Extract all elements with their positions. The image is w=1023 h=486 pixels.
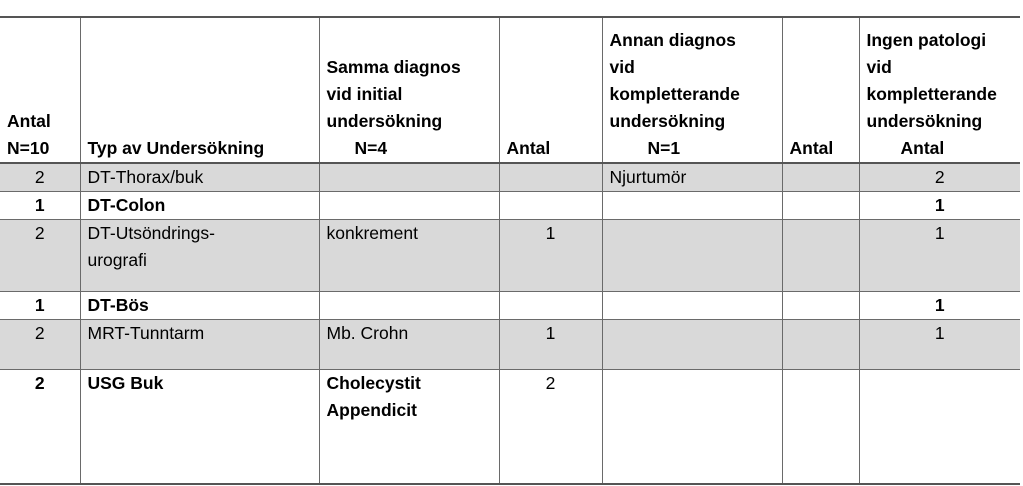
cell-typ: USG Buk [80, 370, 319, 484]
header-antal-3 [782, 17, 859, 163]
cell-typ: MRT-Tunntarm [80, 320, 319, 370]
cell-samma [319, 292, 499, 320]
table-row [0, 320, 1020, 370]
cell-antal-3 [782, 163, 859, 192]
header-n-total: N=10 [7, 138, 50, 158]
cell-samma: konkrement [319, 220, 499, 292]
cell-antal-2: 1 [499, 320, 602, 370]
cell-antal-2: 1 [499, 220, 602, 292]
cell-annan [602, 192, 782, 220]
header-antal-3-label: Antal [789, 138, 834, 158]
header-ingen-line2: vid [866, 57, 892, 77]
header-antal-2 [499, 17, 602, 163]
header-ingen-line3: kompletterande [866, 84, 997, 104]
cell-typ-line1: DT-Utsöndrings- [87, 223, 215, 243]
header-annan-line1: Annan diagnos [609, 30, 736, 50]
table-row [0, 370, 1020, 484]
header-ingen [859, 17, 1020, 163]
cell-samma [319, 163, 499, 192]
table-row [0, 220, 1020, 292]
header-row [0, 17, 1020, 163]
cell-antal-2 [499, 163, 602, 192]
header-antal-label: Antal [7, 111, 51, 131]
header-annan-line3: kompletterande [609, 84, 740, 104]
cell-samma [319, 192, 499, 220]
cell-typ-line2: urografi [87, 250, 147, 270]
cell-antal-3 [782, 370, 859, 484]
header-samma-n: N=4 [354, 138, 388, 158]
cell-annan [602, 292, 782, 320]
header-annan-line4: undersökning [609, 111, 726, 131]
header-annan-n: N=1 [647, 138, 681, 158]
cell-typ: DT-Thorax/buk [80, 163, 319, 192]
cell-ingen: 1 [859, 292, 1020, 320]
header-antal-total [0, 17, 80, 163]
header-samma-line1: Samma diagnos [326, 57, 461, 77]
header-typ-label: Typ av Undersökning [87, 138, 265, 158]
cell-ingen: 2 [859, 163, 1020, 192]
table-row [0, 163, 1020, 192]
cell-ingen [859, 370, 1020, 484]
cell-typ [80, 220, 319, 292]
header-annan [602, 17, 782, 163]
header-ingen-antal: Antal [900, 138, 945, 158]
results-table [0, 16, 1020, 485]
table-row [0, 292, 1020, 320]
header-samma [319, 17, 499, 163]
cell-ingen: 1 [859, 220, 1020, 292]
cell-antal-3 [782, 292, 859, 320]
cell-antal: 2 [0, 320, 80, 370]
cell-antal: 2 [0, 163, 80, 192]
header-samma-line3: undersökning [326, 111, 443, 131]
cell-antal-2: 2 [499, 370, 602, 484]
cell-annan [602, 220, 782, 292]
cell-ingen: 1 [859, 320, 1020, 370]
cell-annan: Njurtumör [602, 163, 782, 192]
header-ingen-line4: undersökning [866, 111, 983, 131]
cell-antal-2 [499, 192, 602, 220]
table-row [0, 192, 1020, 220]
cell-samma: Mb. Crohn [319, 320, 499, 370]
header-typ [80, 17, 319, 163]
cell-antal: 1 [0, 192, 80, 220]
cell-antal-3 [782, 220, 859, 292]
cell-typ: DT-Colon [80, 192, 319, 220]
cell-samma-line2: Appendicit [326, 400, 417, 420]
header-ingen-line1: Ingen patologi [866, 30, 987, 50]
cell-annan [602, 370, 782, 484]
cell-antal-3 [782, 320, 859, 370]
header-samma-line2: vid initial [326, 84, 403, 104]
cell-typ: DT-Bös [80, 292, 319, 320]
cell-antal-3 [782, 192, 859, 220]
header-annan-line2: vid [609, 57, 635, 77]
cell-samma [319, 370, 499, 484]
header-antal-2-label: Antal [506, 138, 551, 158]
cell-annan [602, 320, 782, 370]
cell-antal: 2 [0, 370, 80, 484]
cell-antal-2 [499, 292, 602, 320]
cell-samma-line1: Cholecystit [326, 373, 421, 393]
cell-ingen: 1 [859, 192, 1020, 220]
cell-antal: 1 [0, 292, 80, 320]
cell-antal: 2 [0, 220, 80, 292]
